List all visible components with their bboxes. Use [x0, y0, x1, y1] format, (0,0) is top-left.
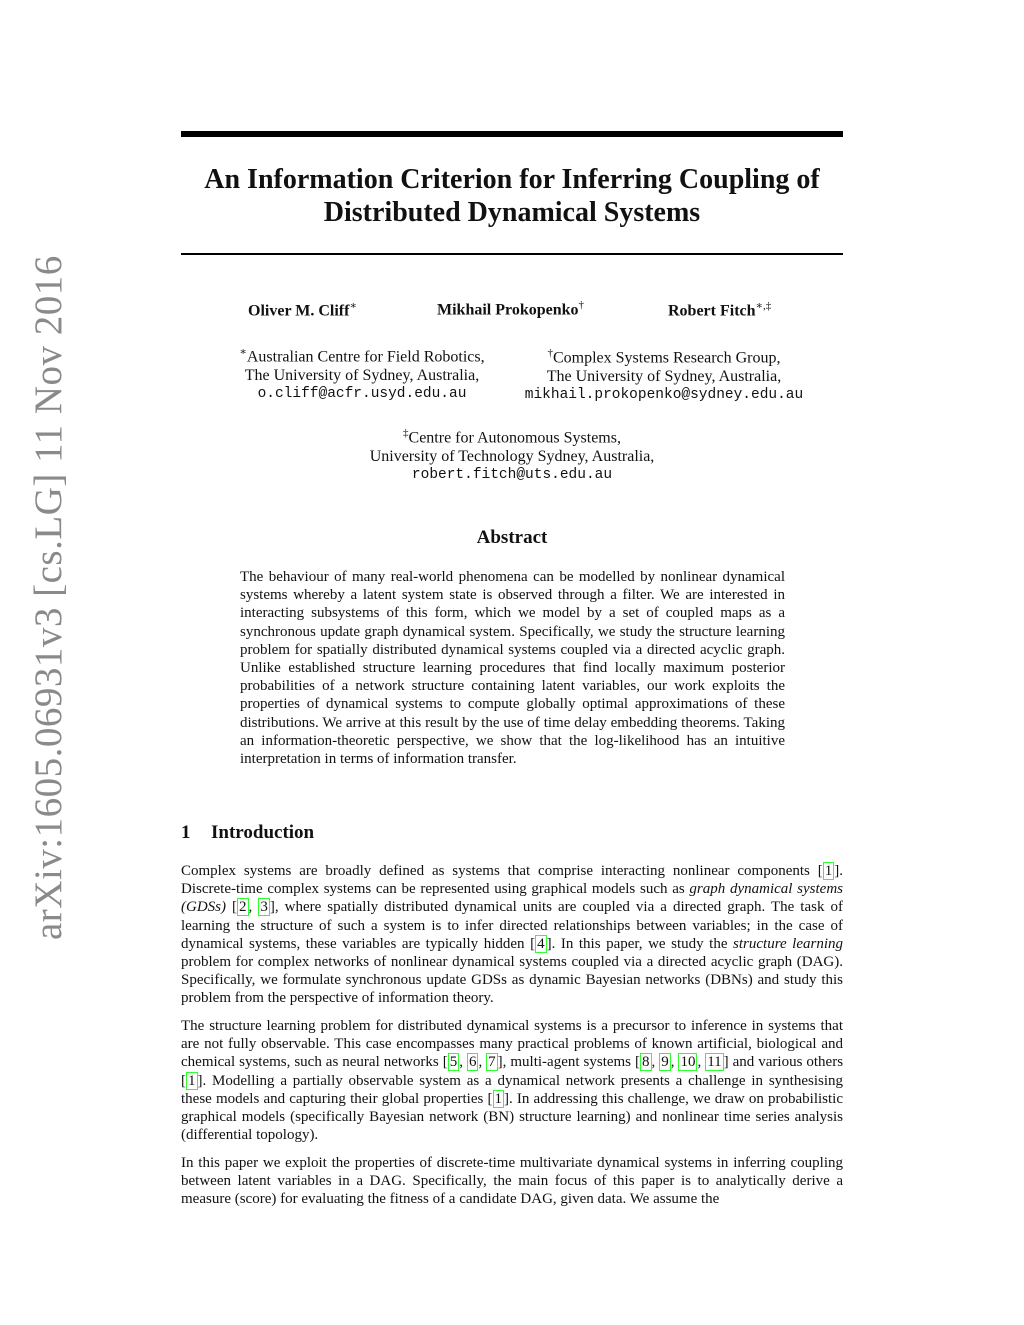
- title-line-2: Distributed Dynamical Systems: [323, 197, 701, 228]
- section-heading-introduction: [181, 822, 314, 844]
- abstract-body: The behaviour of many real-world phenomena can be modelled by nonlinear dynamical systems whereby a latent system state is observed through a filter. We are interested in interacting subsystems of this form, which we model by a set of coupled maps as a synchronous update graph dynamical system. Specifically, we study the structure learning problem for spatially distributed dynamical systems coupled via a directed acyclic graph. Unlike established structure learning procedures that find locally maximum posterior probabilities of a network structure containing latent variables, our work exploits the properties of dynamical systems to compute globally optimal approximations of these distributions. We arrive at this result by the use of time delay embedding theorems. Taking an information-theoretic perspective, we show that the log-likelihood has an intuitive interpretation in terms of information transfer.: [240, 569, 785, 768]
- abstract-heading: Abstract: [476, 527, 548, 548]
- affiliation-acfr: [212, 343, 512, 404]
- affiliation-mark: ‡: [403, 427, 409, 439]
- email-cliff[interactable]: o.cliff@acfr.usyd.edu.au: [257, 386, 467, 403]
- citation-link[interactable]: 2: [239, 899, 247, 916]
- citation-link[interactable]: 1: [188, 1072, 196, 1089]
- emphasis-text: graph dynamical systems (GDSs): [181, 881, 843, 916]
- intro-paragraph-1: Complex systems are broadly defined as systems that comprise interacting nonlinear components [ 1 ]. Discrete-time complex systems can be represented using graphical models such as graph dynamical systems (GDSs) [ 2 , 3 ], where spatially distributed dynamical units are coupled via a directed graph. The task of learning the structure of such a system is to infer directed relationships between variables; in the case of dynamical systems, these variables are typically hidden [ 4 ]. In this paper, we study the structure learning problem for complex networks of nonlinear dynamical systems coupled via a directed acyclic graph (DAG). Specifically, we formulate synchronous update GDSs as dynamic Bayesian networks (DBNs) and study this problem from the perspective of information theory.: [181, 863, 844, 1007]
- arxiv-identifier-stamp: arXiv:1605.06931v3 [cs.LG] 11 Nov 2016: [27, 255, 70, 940]
- author-name: Oliver M. Cliff: [248, 302, 350, 320]
- author-mark: ∗: [349, 300, 357, 312]
- section-number: 1: [181, 822, 191, 843]
- affiliation-mark: †: [547, 347, 553, 359]
- email-prokopenko[interactable]: mikhail.prokopenko@sydney.edu.au: [524, 387, 804, 404]
- email-fitch[interactable]: robert.fitch@uts.edu.au: [411, 467, 613, 484]
- author-mark: †: [578, 299, 585, 311]
- citation-link[interactable]: 3: [260, 899, 268, 916]
- citation-link[interactable]: 7: [488, 1054, 496, 1071]
- title-top-rule: [181, 131, 843, 137]
- section-title: Introduction: [211, 822, 315, 843]
- affiliation-line: Complex Systems Research Group,: [552, 349, 781, 367]
- author-name: Mikhail Prokopenko: [437, 301, 579, 319]
- paper-title: [181, 163, 843, 229]
- title-bottom-rule: [181, 253, 843, 255]
- affiliation-line: University of Technology Sydney, Australia,: [369, 447, 655, 465]
- citation-link[interactable]: 6: [468, 1054, 477, 1071]
- intro-paragraph-3: In this paper we exploit the properties of discrete-time multivariate dynamical systems in inferring coupling between latent variables in a DAG. Specifically, the main focus of this paper is to analytically derive a measure (score) for evaluating the fitness of a candidate DAG, given data. We assume the: [181, 1155, 843, 1208]
- title-line-1: An Information Criterion for Inferring Coupling of: [204, 164, 820, 195]
- citation-link[interactable]: 8: [642, 1054, 650, 1071]
- citation-link[interactable]: 4: [537, 935, 545, 952]
- intro-paragraph-2: The structure learning problem for distributed dynamical systems is a precursor to inference in systems that are not fully observable. This case encompasses many practical problems of known artificial, biological and chemical systems, such as neural networks [ 5 , 6 , 7 ], multi-agent systems [ 8 , 9 , 10 , 11 ] and various others [ 1 ]. Modelling a partially observable system as a dynamical network presents a challenge in synthesising these models and capturing their global properties [ 1 ]. In addressing this challenge, we draw on probabilistic graphical models (specifically Bayesian network (BN) structure learning) and nonlinear time series analysis (differential topology).: [181, 1018, 844, 1144]
- citation-link[interactable]: 10: [680, 1054, 696, 1071]
- affiliation-mark: ∗: [239, 346, 247, 358]
- affiliation-csrg: [514, 344, 814, 405]
- author-cliff: [248, 299, 357, 320]
- citation-link[interactable]: 5: [449, 1054, 458, 1071]
- citation-link[interactable]: 9: [661, 1054, 669, 1071]
- affiliation-cas: [312, 424, 712, 485]
- author-name: Robert Fitch: [668, 302, 756, 320]
- emphasis-text: structure learning: [733, 935, 844, 952]
- affiliation-line: Centre for Autonomous Systems,: [408, 429, 621, 447]
- author-fitch: [668, 299, 771, 320]
- author-prokopenko: [437, 299, 584, 319]
- author-mark: ∗,‡: [755, 300, 772, 312]
- citation-link[interactable]: 1: [494, 1090, 502, 1107]
- citation-link[interactable]: 1: [824, 863, 833, 879]
- citation-link[interactable]: 11: [707, 1054, 722, 1071]
- affiliation-line: Australian Centre for Field Robotics,: [246, 348, 485, 366]
- affiliation-line: The University of Sydney, Australia,: [244, 366, 480, 384]
- affiliation-line: The University of Sydney, Australia,: [546, 367, 782, 385]
